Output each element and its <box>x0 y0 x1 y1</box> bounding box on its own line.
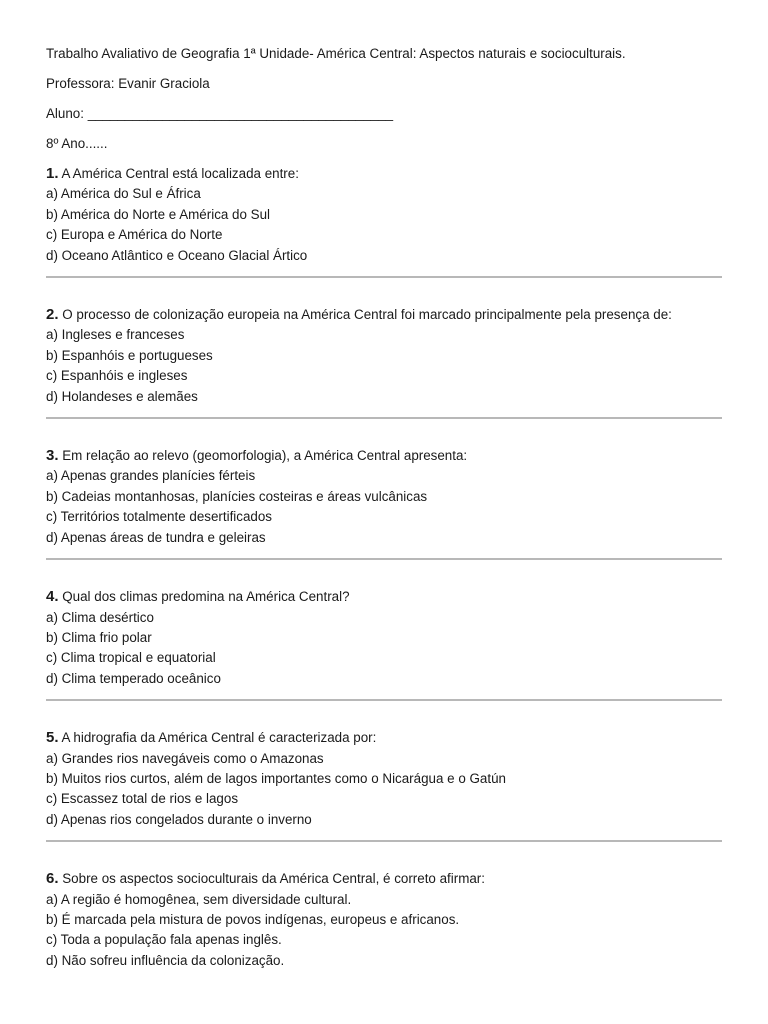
question-text: Sobre os aspectos socioculturais da América Central, é correto afirmar: <box>62 871 485 887</box>
option-a: a) Apenas grandes planícies férteis <box>46 468 256 484</box>
question-number: 5. <box>46 729 59 747</box>
option-b: b) Espanhóis e portugueses <box>46 347 213 363</box>
option-d: d) Apenas áreas de tundra e geleiras <box>46 529 266 545</box>
option-b: b) É marcada pela mistura de povos indígenas, europeus e africanos. <box>46 911 460 927</box>
option-b: b) Clima frio polar <box>46 629 152 645</box>
question-number: 2. <box>46 306 59 324</box>
student-line: Aluno: _________________________________________ <box>46 106 394 121</box>
question-divider <box>46 840 722 842</box>
option-a: a) A região é homogênea, sem diversidade cultural. <box>46 891 352 907</box>
worksheet-title: Trabalho Avaliativo de Geografia 1ª Unidade- América Central: Aspectos naturais e socioculturais. <box>46 46 626 61</box>
question-text: A hidrografia da América Central é caracterizada por: <box>61 730 377 746</box>
option-d: d) Holandeses e alemães <box>46 388 198 404</box>
option-a: a) Clima desértico <box>46 609 154 625</box>
option-c: c) Territórios totalmente desertificados <box>46 509 272 525</box>
question-6 <box>46 869 722 971</box>
question-5 <box>46 728 722 830</box>
question-number: 1. <box>46 165 59 182</box>
grade-line: 8º Ano...... <box>46 136 108 151</box>
question-number: 6. <box>46 870 59 888</box>
question-stem <box>46 305 722 325</box>
question-number: 4. <box>46 588 59 606</box>
question-text: A América Central está localizada entre: <box>61 166 299 181</box>
option-d: d) Apenas rios congelados durante o inverno <box>46 811 312 827</box>
option-d: d) Oceano Atlântico e Oceano Glacial Ártico <box>46 247 308 263</box>
option-d: d) Não sofreu influência da colonização. <box>46 952 285 968</box>
option-c: c) Espanhóis e ingleses <box>46 368 188 384</box>
teacher-line: Professora: Evanir Graciola <box>46 76 210 91</box>
question-stem <box>46 869 722 889</box>
option-a: a) Ingleses e franceses <box>46 327 185 343</box>
question-text: O processo de colonização europeia na América Central foi marcado principalmente pela presença de: <box>62 307 672 323</box>
option-a: a) América do Sul e África <box>46 186 201 202</box>
question-4 <box>46 587 722 689</box>
question-stem <box>46 446 722 466</box>
question-stem <box>46 728 722 748</box>
question-stem <box>46 587 722 607</box>
option-c: c) Europa e América do Norte <box>46 227 223 243</box>
question-divider <box>46 276 722 278</box>
option-b: b) América do Norte e América do Sul <box>46 206 271 222</box>
question-divider <box>46 558 722 560</box>
worksheet-page <box>46 44 722 971</box>
question-text: Qual dos climas predomina na América Central? <box>62 589 350 605</box>
question-divider <box>46 417 722 419</box>
question-text: Em relação ao relevo (geomorfologia), a América Central apresenta: <box>62 448 468 464</box>
option-b: b) Cadeias montanhosas, planícies costeiras e áreas vulcânicas <box>46 488 428 504</box>
question-1 <box>46 164 722 266</box>
question-divider <box>46 699 722 701</box>
option-d: d) Clima temperado oceânico <box>46 670 221 686</box>
question-number: 3. <box>46 447 59 465</box>
question-3 <box>46 446 722 548</box>
option-b: b) Muitos rios curtos, além de lagos importantes como o Nicarágua e o Gatún <box>46 770 506 786</box>
option-a: a) Grandes rios navegáveis como o Amazonas <box>46 750 324 766</box>
option-c: c) Escassez total de rios e lagos <box>46 791 239 807</box>
question-2 <box>46 305 722 407</box>
option-c: c) Clima tropical e equatorial <box>46 650 216 666</box>
question-stem <box>46 164 722 184</box>
option-c: c) Toda a população fala apenas inglês. <box>46 932 282 948</box>
